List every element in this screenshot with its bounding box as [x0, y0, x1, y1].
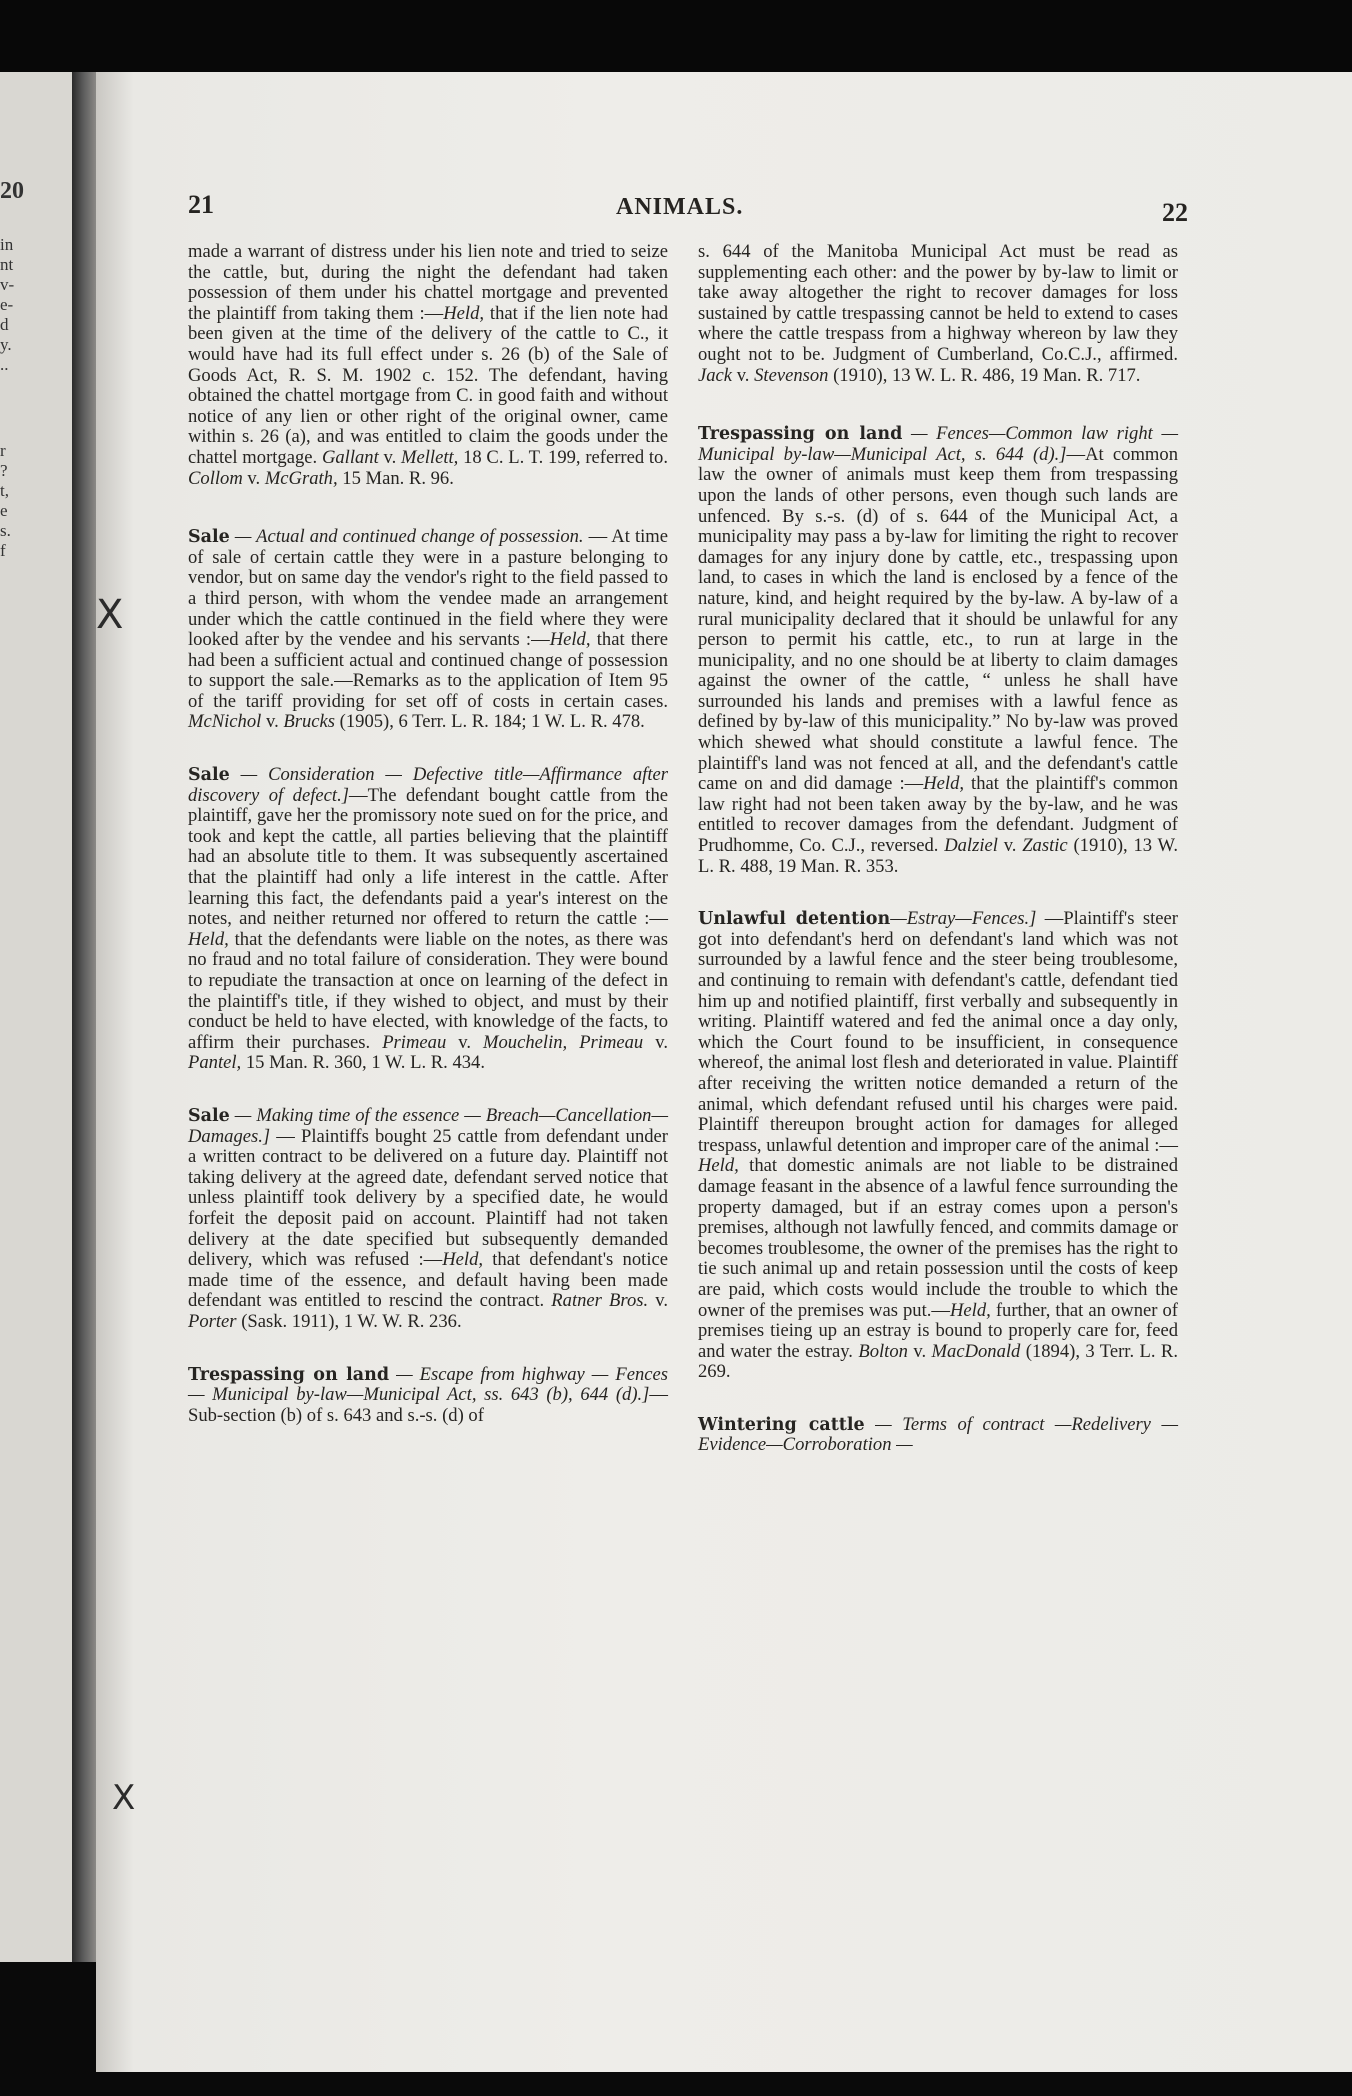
prev-page-fragment: f	[0, 541, 6, 560]
prev-page-fragment: d	[0, 315, 9, 334]
entry-keywords: — Fences—Common law right — Municipal by-law—Municipal Act, s. 644 (d).]	[698, 423, 1178, 465]
digest-entry: Sale — Making time of the essence — Breach—Cancellation—Damages.] — Plaintiffs bought 25 cattle from defendant under a written contract to be delivered on a future day. Plaintiff not taking delivery at the agreed date, defendant served notice that unless plaintiff took delivery by a specified date, he would forfeit the deposit paid on account. Plaintiff had not taken delivery at the date specified but subsequently demanded delivery, which was refused :—Held, that defendant's notice made time of the essence, and default having been made defendant was entitled to rescind the contract. Ratner Bros. v. Porter (Sask. 1911), 1 W. W. R. 236.	[188, 1104, 668, 1332]
entry-keywords: — Consideration — Defective title—Affirmance after discovery of defect.]	[188, 764, 668, 806]
entry-keywords: —Estray—Fences.]	[890, 908, 1037, 930]
case-name: Pantel,	[188, 1052, 242, 1074]
digest-entry: Unlawful detention—Estray—Fences.] —Plaintiff's steer got into defendant's herd on defendant's land which was not surrounded by a lawful fence and the steer being troublesome, and continuing to remain with defendant's cattle, defendant tied him up and notified plaintiff, first verbally and subsequently in writing. Plaintiff watered and fed the animal once a day only, which the Court found to be insufficient, in consequence whereof, the animal lost flesh and deteriorated in value. Plaintiff after receiving the written notice demanded a return of the animal, which defendant refused until his charges were paid. Plaintiff thereupon brought action for damages for alleged trespass, unlawful detention and improper care of the animal :—Held, that domestic animals are not liable to be distrained damage feasant in the absence of a lawful fence surrounding the property damaged, but if an estray comes upon a person's premises, although not lawfully fenced, and commits damage or becomes troublesome, the owner of the premises has the right to tie such animal up and retain possession until the costs of keep are paid, which costs would include the trouble to which the owner of the premises was put.—Held, further, that an owner of premises tieing up an estray is bound to properly care for, feed and water the estray. Bolton v. MacDonald (1894), 3 Terr. L. R. 269.	[698, 908, 1178, 1383]
continued-entry: made a warrant of distress under his lien note and tried to seize the cattle, but, during the night the defendant had taken possession of them under his chattel mortgage and prevented the plaintiff from taking them :—Held, that if the lien note had been given at the time of the delivery of the cattle to C., it would have had its full effect under s. 26 (b) of the Sale of Goods Act, R. S. M. 1902 c. 152. The defendant, having obtained the chattel mortgage from C. in good faith and without notice of any lien or other right of the original owner, came within s. 26 (a), and was entitled to claim the goods under the chattel mortgage. Gallant v. Mellett, 18 C. L. T. 199, referred to. Collom v. McGrath, 15 Man. R. 96.	[188, 241, 669, 489]
prev-page-fragment: v-	[0, 275, 15, 294]
digest-entry: Sale — Consideration — Defective title—Affirmance after discovery of defect.]—The defendant bought cattle from the plaintiff, gave her the promissory note sued on for the price, and took and kept the cattle, all parties believing that the plaintiff had an absolute title to them. It was subsequently ascertained that the plaintiff had only a life interest in the cattle. After learning this fact, the defendants paid a year's interest on the notes, and neither returned nor offered to return the cattle :—Held, that the defendants were liable on the notes, as there was no fraud and no total failure of consideration. They were bound to repudiate the transaction at once on learning of the defect in the plaintiff's title, if they wished to object, and must by their conduct be held to have elected, with knowledge of the facts, to affirm their purchases. Primeau v. Mouchelin, Primeau v. Pantel, 15 Man. R. 360, 1 W. L. R. 434.	[188, 764, 668, 1074]
running-title: ANIMALS.	[616, 194, 744, 220]
scanner-background	[0, 0, 1352, 80]
entry-keywords: — Actual and continued change of possession.	[229, 526, 584, 548]
book-page	[96, 72, 1352, 2072]
case-name: Bolton	[858, 1340, 908, 1362]
case-name: Mellett,	[401, 446, 459, 468]
entry-headword: Sale	[188, 1105, 230, 1126]
page-number-left: 21	[188, 190, 214, 219]
digest-entry: Trespassing on land — Fences—Common law right — Municipal by-law—Municipal Act, s. 644 (d).]—At common law the owner of animals must keep them from trespassing upon the lands of other persons, even though such lands are unfenced. By s.-s. (d) of s. 644 of the Municipal Act, a municipality may pass a by-law for limiting the right to recover damages for any injury done by cattle, etc., trespassing upon land, to cases in which the land is enclosed by a fence of the nature, kind, and height required by the by-law. A by-law of a rural municipality declared that it should be unlawful for any person to permit his cattle, etc., to run at large in the municipality, and no one should be at liberty to claim damages against the owner of the cattle, “ unless he shall have surrounded his lands and premises with a lawful fence as defined by by-law of this municipality.” No by-law was proved which shewed what should constitute a lawful fence. The plaintiff's land was not fenced at all, and the defendant's cattle came on and did damage :—Held, that the plaintiff's common law right had not been taken away by the by-law, and he was entitled to recover damages from the defendant. Judgment of Prudhomme, Co. C.J., reversed. Dalziel v. Zastic (1910), 13 W. L. R. 488, 19 Man. R. 353.	[698, 423, 1178, 877]
entry-headword: Unlawful detention	[698, 909, 891, 930]
prev-page-fragment: e-	[0, 295, 14, 314]
case-name: Jack	[698, 364, 733, 386]
prev-page-number: 20	[0, 178, 24, 204]
case-name: McGrath,	[264, 467, 338, 489]
prev-page-fragment: nt	[0, 255, 14, 274]
continued-entry: s. 644 of the Manitoba Municipal Act must be read as supplementing each other: and the power by by-law to limit or take away altogether the right to recover damages for loss sustained by cattle trespassing cannot be held to extend to cases where the cattle trespass from a highway whereon by law they ought not to be. Judgment of Cumberland, Co.C.J., affirmed. Jack v. Stevenson (1910), 13 W. L. R. 486, 19 Man. R. 717.	[698, 241, 1178, 386]
digest-entry: Trespassing on land — Escape from highway — Fences — Municipal by-law—Municipal Act, ss. 643 (b), 644 (d).]—Sub-section (b) of s. 643 and s.-s. (d) of	[188, 1363, 668, 1426]
prev-page-fragment: s.	[0, 521, 11, 540]
entry-headword: Sale	[188, 527, 230, 548]
prev-page-fragment: e	[0, 501, 8, 520]
entry-headword: Sale	[188, 765, 230, 786]
prev-page-fragment: ..	[0, 355, 9, 374]
case-name: Primeau	[382, 1031, 447, 1053]
prev-page-fragment: in	[0, 235, 14, 254]
case-name: Zastic	[1022, 835, 1068, 857]
previous-page-edge	[0, 72, 83, 1962]
entry-keywords: — Escape from highway — Fences — Municipal by-law—Municipal Act, ss. 643 (b), 644 (d).]	[188, 1363, 668, 1406]
case-name: Ratner Bros.	[551, 1290, 649, 1312]
case-name: Stevenson	[754, 364, 829, 386]
case-name: MacDonald	[931, 1340, 1021, 1362]
prev-page-fragment: r	[0, 441, 6, 460]
prev-page-fragment: t,	[0, 481, 9, 500]
left-column	[188, 242, 668, 1458]
entry-headword: Trespassing on land	[698, 424, 903, 445]
entry-keywords: — Terms of contract —Redelivery — Evidence—Corroboration —	[698, 1413, 1178, 1456]
right-column	[698, 242, 1178, 1488]
prev-page-fragment: y.	[0, 335, 12, 354]
case-name: Porter	[188, 1310, 237, 1332]
entry-headword: Trespassing on land	[188, 1364, 390, 1385]
case-name: McNichol	[188, 711, 262, 733]
handwritten-mark: X	[96, 592, 124, 638]
digest-entry	[698, 1415, 1178, 1456]
digest-entry: Sale — Actual and continued change of possession. — At time of sale of certain cattle they were in a pasture belonging to vendor, but on same day the vendor's right to the field passed to a third person, with whom the vendee made an arrangement under which the cattle continued in the field where they were looked after by the vendee and his servants :—Held, that there had been a sufficient actual and continued change of possession to support the sale.—Remarks as to the application of Item 95 of the tariff providing for set off of costs in certain cases. McNichol v. Brucks (1905), 6 Terr. L. R. 184; 1 W. L. R. 478.	[188, 526, 669, 733]
handwritten-mark: X	[112, 1778, 136, 1818]
page-number-right: 22	[1162, 198, 1188, 227]
case-name: Mouchelin, Primeau	[483, 1031, 644, 1053]
case-name: Dalziel	[944, 835, 998, 857]
case-name: Gallant	[321, 446, 379, 468]
entry-headword: Wintering cattle	[698, 1414, 865, 1435]
case-name: Collom	[188, 467, 243, 489]
prev-page-fragment: ?	[0, 461, 8, 480]
case-name: Brucks	[283, 711, 336, 733]
entry-keywords: — Making time of the essence — Breach—Cancellation—Damages.]	[188, 1104, 668, 1147]
